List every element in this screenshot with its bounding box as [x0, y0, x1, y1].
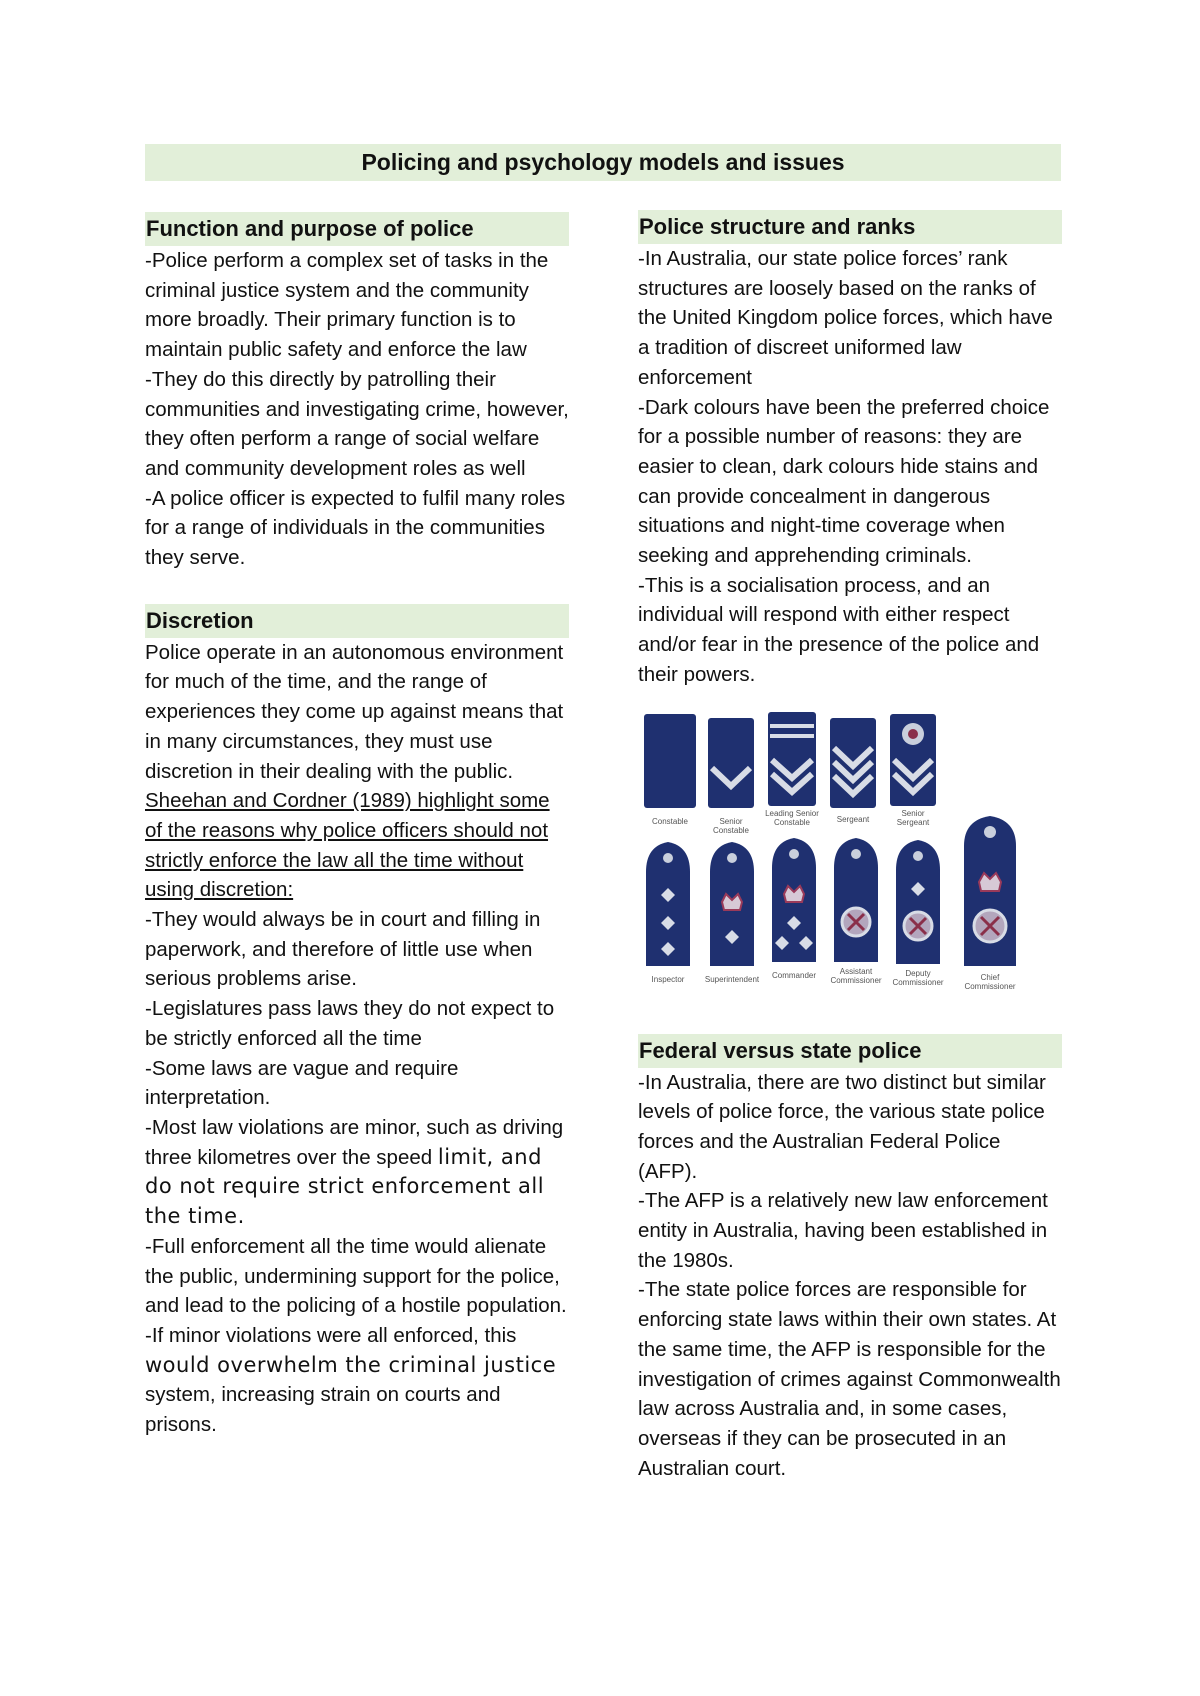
rank-label-constable: Constable: [651, 816, 689, 826]
discretion-reason-1: -They would always be in court and filling in paperwork, and therefore of little use when serious problems arise.: [145, 908, 541, 991]
rank-label-senior-constable-2: Constable: [712, 825, 750, 835]
rank-label-inspector: Inspector: [651, 974, 685, 984]
insignia-deputy-commissioner: [892, 840, 943, 987]
insignia-inspector: [646, 842, 690, 984]
discretion-reason-4: [145, 1113, 569, 1232]
function-paragraph-1: -Police perform a complex set of tasks in the criminal justice system and the community more broadly. Their primary function is to maintain public safety and enforce the law: [145, 249, 549, 362]
rank-label-chief-commissioner: Chief: [980, 972, 1000, 982]
section-heading-structure: Police structure and ranks: [638, 210, 1062, 244]
discretion-reason-2: -Legislatures pass laws they do not expect to be strictly enforced all the time: [145, 997, 555, 1050]
insignia-sergeant: [830, 718, 876, 824]
discretion-reason-6: [145, 1321, 569, 1440]
rank-label-assistant-commissioner: Assistant: [839, 966, 873, 976]
discretion-reason-6-part-c: system, increasing strain on courts and prisons.: [145, 1383, 501, 1437]
discretion-citation-paragraph: Sheehan and Cordner (1989) highlight some of the reasons why police officers should not strictly enforce the law all the time without using discretion:: [145, 789, 550, 902]
rank-label-superintendent: Superintendent: [704, 974, 760, 984]
spacer: [145, 573, 569, 604]
discretion-reason-6-part-a: -If minor violations were all enforced, this: [145, 1323, 517, 1347]
insignia-senior-sergeant: [890, 714, 936, 827]
rank-label-deputy-commissioner: Deputy: [905, 968, 931, 978]
insignia-assistant-commissioner: [830, 838, 881, 985]
structure-paragraph-1: -In Australia, our state police forces’ rank structures are loosely based on the ranks of the United Kingdom police forces, which have a tradition of discreet uniformed law enforcement: [638, 247, 1053, 389]
rank-label-commander: Commander: [771, 970, 817, 980]
discretion-reason-5: -Full enforcement all the time would alienate the public, undermining support for the police, and lead to the policing of a hostile population.: [145, 1234, 567, 1318]
rank-label-leading-senior-constable-2: Constable: [773, 817, 811, 827]
document-title: Policing and psychology models and issues: [145, 144, 1061, 181]
function-paragraph-2: -They do this directly by patrolling their communities and investigating crime, however, they often perform a range of social welfare and community development roles as well: [145, 367, 569, 480]
structure-paragraph-3: -This is a socialisation process, and an individual will respond with either respect and/or fear in the presence of the police and their powers.: [638, 573, 1040, 686]
discretion-reason-4-part-b: limit, and do not require strict enforcement all the time.: [145, 1144, 545, 1229]
section-heading-federal: Federal versus state police: [638, 1034, 1062, 1068]
section-heading-function: Function and purpose of police: [145, 212, 569, 246]
section-heading-discretion: Discretion: [145, 604, 569, 638]
left-column: [145, 212, 569, 1440]
rank-label-chief-commissioner-2: Commissioner: [964, 981, 1016, 991]
discretion-paragraph-1: Police operate in an autonomous environment for much of the time, and the range of experiences they come up against means that in many circumstances, they must use discretion in their dealing with the public.: [145, 640, 564, 783]
discretion-reason-3: -Some laws are vague and require interpretation.: [145, 1056, 459, 1110]
federal-paragraph-1: -In Australia, there are two distinct but similar levels of police force, the various state police forces and the Australian Federal Police (AFP).: [638, 1070, 1046, 1183]
rank-insignia-figure: [638, 712, 1058, 1012]
spacer: [638, 1012, 1062, 1034]
insignia-chief-commissioner: [964, 816, 1016, 991]
insignia-superintendent: [705, 842, 760, 984]
rank-label-deputy-commissioner-2: Commissioner: [892, 977, 944, 987]
federal-paragraph-3: -The state police forces are responsible for enforcing state laws within their own states. At the same time, the AFP is responsible for the investigation of crimes against Commonwealth law across Australia and, in some cases, overseas if they can be prosecuted in an Australian court.: [638, 1278, 1061, 1480]
federal-paragraph-2: -The AFP is a relatively new law enforcement entity in Australia, having been established in the 1980s.: [638, 1189, 1048, 1272]
discretion-reason-6-part-b: would overwhelm the criminal justice: [145, 1352, 557, 1377]
structure-paragraph-2: -Dark colours have been the preferred choice for a possible number of reasons: they are easier to clean, dark colours hide stains and can provide concealment in dangerous situations and night-time coverage when seeking and apprehending criminals.: [638, 395, 1050, 568]
police-rank-insignia-image: [638, 712, 1058, 1012]
rank-label-sergeant: Sergeant: [836, 814, 870, 824]
rank-label-senior-sergeant: Senior: [901, 808, 925, 818]
insignia-leading-senior-constable: [765, 712, 819, 827]
rank-label-senior-constable: Senior: [719, 816, 743, 826]
right-column: [638, 210, 1062, 1483]
rank-label-assistant-commissioner-2: Commissioner: [830, 975, 882, 985]
discretion-reason-4-part-a: -Most law violations are minor, such as driving three kilometres over the speed: [145, 1115, 564, 1169]
insignia-senior-constable: [708, 718, 754, 835]
function-paragraph-3: -A police officer is expected to fulfil many roles for a range of individuals in the communities they serve.: [145, 486, 566, 570]
rank-label-leading-senior-constable: Leading Senior: [765, 808, 819, 818]
rank-label-senior-sergeant-2: Sergeant: [896, 817, 930, 827]
insignia-constable: [644, 714, 696, 826]
insignia-commander: [772, 838, 816, 980]
